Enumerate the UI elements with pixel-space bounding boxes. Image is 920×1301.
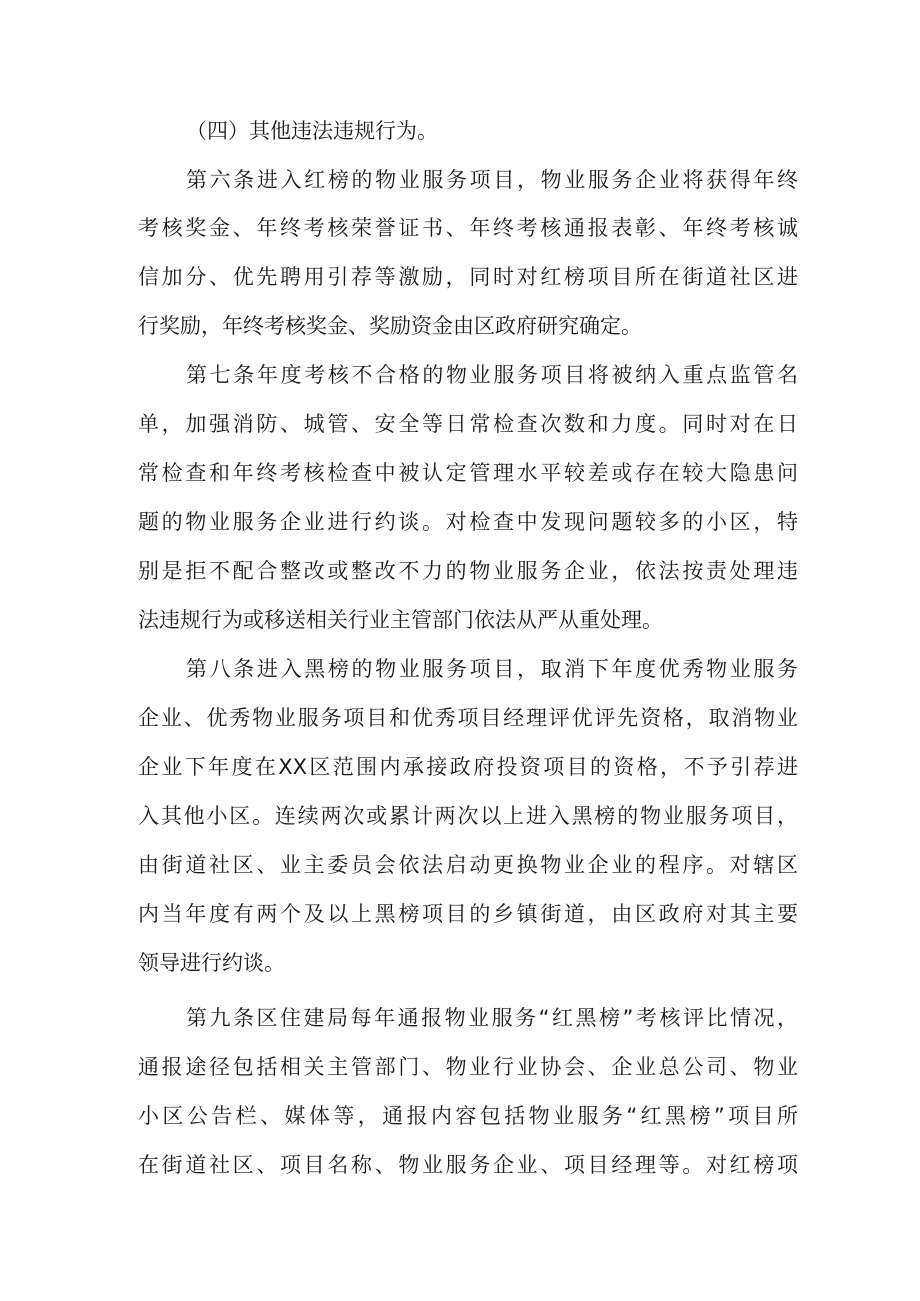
article-7-line-4: 题的物业服务企业进行约谈。对检查中发现问题较多的小区，特 [138, 510, 798, 534]
article-9-line-4: 在街道社区、项目名称、物业服务企业、项目经理等。对红榜项 [138, 1153, 798, 1177]
article-7-line-1: 第七条年度考核不合格的物业服务项目将被纳入重点监管名 [186, 363, 798, 387]
article-6-line-2: 考核奖金、年终考核荣誉证书、年终考核通报表彰、年终考核诚 [138, 216, 798, 240]
article-6-line-3: 信加分、优先聘用引荐等激励，同时对红榜项目所在街道社区进 [138, 265, 798, 289]
article-7-line-5: 别是拒不配合整改或整改不力的物业服务企业，依法按责处理违 [138, 559, 798, 583]
article-9-line-3: 小区公告栏、媒体等，通报内容包括物业服务“红黑榜”项目所 [138, 1104, 798, 1128]
article-6-line-1: 第六条进入红榜的物业服务项目，物业服务企业将获得年终 [186, 168, 798, 192]
article-9-line-1: 第九条区住建局每年通报物业服务“红黑榜”考核评比情况， [186, 1006, 798, 1030]
article-8-line-4: 入其他小区。连续两次或累计两次以上进入黑榜的物业服务项目， [138, 804, 798, 828]
article-7-line-2: 单，加强消防、城管、安全等日常检查次数和力度。同时对在日 [138, 412, 798, 436]
article-7-line-6: 法违规行为或移送相关行业主管部门依法从严从重处理。 [138, 608, 663, 632]
clause-4-item: （四）其他违法违规行为。 [186, 119, 438, 143]
article-6-line-4: 行奖励，年终考核奖金、奖励资金由区政府研究确定。 [138, 314, 642, 338]
article-7-line-3: 常检查和年终考核检查中被认定管理水平较差或存在较大隐患问 [138, 461, 798, 485]
article-8-line-5: 由街道社区、业主委员会依法启动更换物业企业的程序。对辖区 [138, 853, 798, 877]
article-8-line-3: 企业下年度在XX区范围内承接政府投资项目的资格，不予引荐进 [138, 755, 798, 779]
article-8-line-6: 内当年度有两个及以上黑榜项目的乡镇街道，由区政府对其主要 [138, 902, 798, 926]
article-9-line-2: 通报途径包括相关主管部门、物业行业协会、企业总公司、物业 [138, 1055, 798, 1079]
article-8-line-2: 企业、优秀物业服务项目和优秀项目经理评优评先资格，取消物业 [138, 706, 798, 730]
article-8-line-7: 领导进行约谈。 [138, 951, 285, 975]
article-8-line-1: 第八条进入黑榜的物业服务项目，取消下年度优秀物业服务 [186, 657, 798, 681]
